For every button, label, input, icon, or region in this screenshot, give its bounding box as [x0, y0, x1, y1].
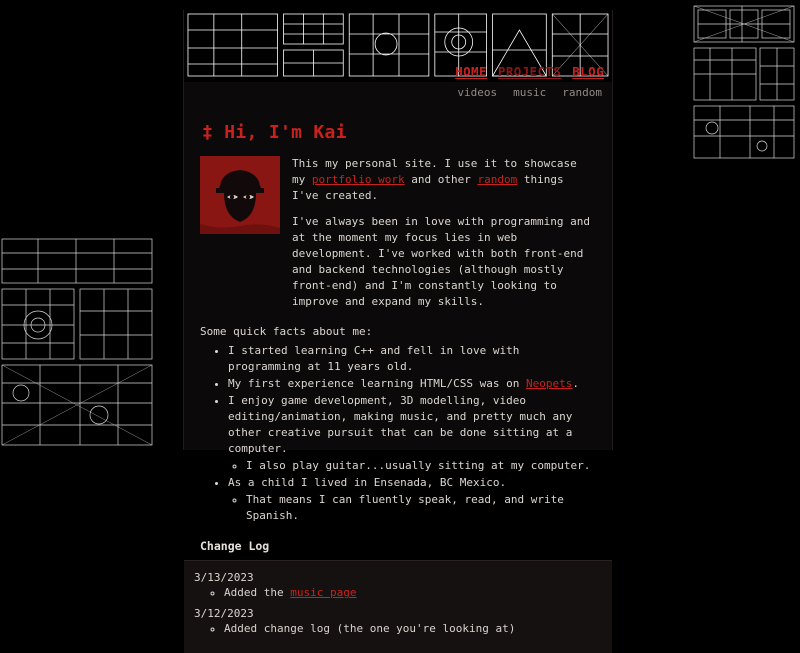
- blueprint-left-icon: [0, 235, 165, 450]
- intro-text: [292, 156, 596, 319]
- intro-paragraph-1: [292, 156, 596, 204]
- changelog-heading: Change Log: [200, 538, 270, 553]
- website-page: [183, 10, 613, 636]
- list-item: [228, 376, 596, 392]
- fact-2-text-a: My first experience learning HTML/CSS was on: [228, 377, 527, 391]
- subnav-music[interactable]: music: [513, 86, 547, 99]
- nav-blog[interactable]: BLOG: [572, 64, 604, 79]
- list-item: ◦ That means I can fluently speak, read, and write Spanish.: [246, 492, 596, 524]
- page-title: ‡ Hi, I'm Kai: [202, 122, 347, 143]
- blueprint-decoration-left: [0, 235, 165, 450]
- intro-p1-a: This my personal site. I use it to showcase my: [292, 157, 577, 187]
- list-item: ◦ Added change log (the one you're looking at): [224, 622, 602, 635]
- list-item: • I started learning C++ and fell in love with programming at 11 years old.: [228, 343, 596, 375]
- intro-p1-c: things I've created.: [292, 173, 564, 202]
- fact-2-text-b: .: [572, 377, 579, 391]
- nav-home[interactable]: HOME: [455, 64, 487, 79]
- changelog-1-text-a: Added the: [224, 586, 291, 600]
- page-content: [184, 104, 612, 554]
- subnav-random[interactable]: random: [562, 86, 602, 99]
- random-link[interactable]: random: [477, 173, 518, 187]
- portfolio-work-link[interactable]: portfolio work: [311, 173, 405, 187]
- secondary-nav[interactable]: [184, 82, 612, 104]
- avatar: [200, 156, 280, 234]
- site-banner: [184, 10, 612, 82]
- music-page-link[interactable]: music page: [290, 586, 357, 600]
- list-item: [228, 393, 596, 474]
- neopets-link[interactable]: Neopets: [526, 377, 573, 391]
- list-item: ◦ I also play guitar...usually sitting at my computer.: [246, 458, 596, 474]
- facts-list: [214, 343, 596, 523]
- subnav-videos[interactable]: videos: [457, 86, 498, 99]
- list-item: [228, 475, 596, 524]
- changelog-items: [194, 586, 602, 599]
- changelog-items: [194, 622, 602, 635]
- portrait-illustration-icon: [200, 156, 280, 234]
- facts-sublist: [228, 458, 596, 474]
- fact-3-text: I enjoy game development, 3D modelling, video editing/animation, making music, and pretty much any other creative pursuit that can be done sitting at a computer.: [228, 394, 573, 456]
- changelog-panel: [184, 560, 612, 653]
- changelog-date: 3/13/2023: [194, 571, 254, 585]
- intro-paragraph-2: I've always been in love with programming and at the moment my focus lies in web development. I've worked with both front-end and backend technologies (although mostly front-end) and I'm constantly looking to improve and expand my skills.: [292, 214, 591, 308]
- fact-4-text: As a child I lived in Ensenada, BC Mexico.: [228, 475, 507, 489]
- intro-p1-b: and other: [404, 173, 478, 187]
- intro-section: [200, 156, 596, 319]
- facts-sublist: [228, 492, 596, 524]
- nav-projects[interactable]: PROJECTS: [497, 64, 562, 79]
- blueprint-decoration-right: [690, 0, 800, 165]
- primary-nav[interactable]: [455, 64, 604, 79]
- list-item: [224, 586, 602, 599]
- blueprint-right-icon: [690, 0, 800, 165]
- facts-lead: Some quick facts about me:: [200, 324, 373, 338]
- changelog-date: 3/12/2023: [194, 607, 254, 621]
